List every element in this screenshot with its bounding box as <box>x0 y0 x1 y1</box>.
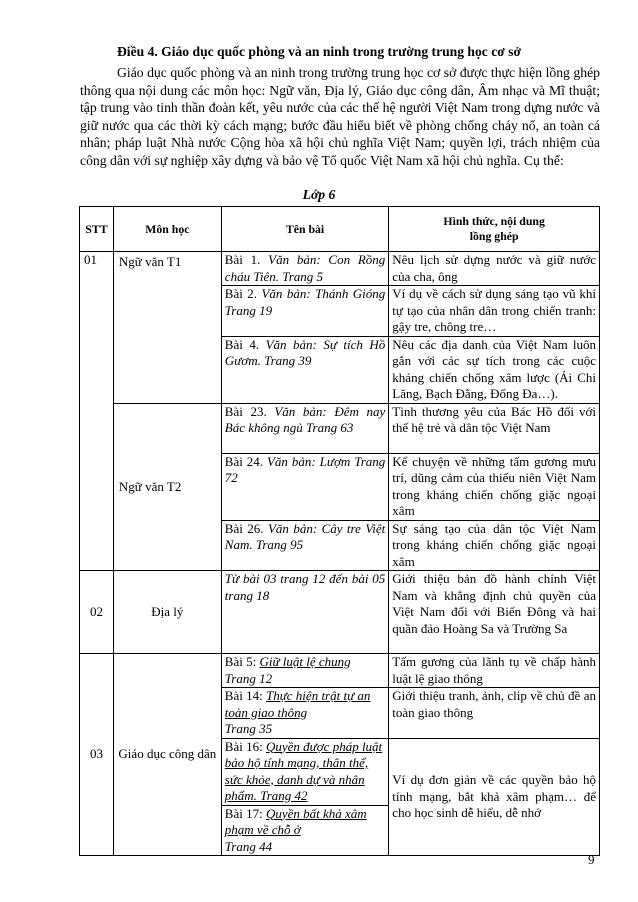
stt-cell: 02 <box>80 571 114 654</box>
table-row <box>80 403 600 453</box>
article-heading: Điều 4. Giáo dục quốc phòng và an ninh trong trường trung học cơ sở <box>116 44 521 59</box>
header-content-line2: lồng ghép <box>469 229 519 243</box>
lesson-number: Bài 1. <box>224 252 269 267</box>
content-cell: Tấm gương của lãnh tụ về chấp hành luật lệ giao thông <box>389 654 600 688</box>
grade-title: Lớp 6 <box>302 187 336 202</box>
subject-cell: Ngữ văn T2 <box>113 403 221 571</box>
lesson-cell <box>221 805 389 856</box>
lesson-cell <box>221 403 389 453</box>
content-cell: Kể chuyện về những tấm gương mưu trí, dũng cảm của thiếu niên Việt Nam trong kháng chiến chống giặc ngoại xâm <box>389 453 600 520</box>
lesson-page: Trang 12 <box>224 670 273 686</box>
subject-cell: Địa lý <box>113 571 221 654</box>
intro-paragraph: Giáo dục quốc phòng và an ninh trong trường trung học cơ sở được thực hiện lồng ghép thông qua nội dung các môn học: Ngữ văn, Địa lý, Giáo dục công dân, Âm nhạc và Mĩ thuật; tập trung vào tinh thần đoàn kết, yêu nước của các thế hệ người Việt Nam trong dựng nước và giữ nước qua các thời kỳ cách mạng; bước đầu hiểu biết về phòng chống cháy nổ, an toàn cá nhân; pháp luật Nhà nước Cộng hòa xã hội chủ nghĩa Việt Nam; quyền lợi, trách nhiệm của công dân với sự nghiệp xây dựng và bảo vệ Tổ quốc Việt Nam xã hội chủ nghĩa. Cụ thể: <box>80 65 600 168</box>
lesson-cell <box>221 336 389 403</box>
lesson-cell <box>221 654 389 688</box>
lesson-number: Bài 24. <box>224 453 267 469</box>
lesson-cell <box>221 520 389 571</box>
lesson-cell <box>221 571 389 654</box>
lesson-number: Bài 17: <box>224 805 266 821</box>
lesson-page: Trang 35 <box>224 721 273 736</box>
table-row <box>80 654 600 688</box>
header-content <box>389 207 600 252</box>
content-cell: Tình thương yêu của Bác Hồ đối với thế hệ trẻ và dân tộc Việt Nam <box>389 403 600 453</box>
lesson-number: Bài 4. <box>224 336 266 352</box>
lesson-cell <box>221 738 389 805</box>
lesson-number: Bài 23. <box>224 403 275 419</box>
lesson-cell <box>221 252 389 286</box>
header-content-line1: Hình thức, nội dung <box>443 214 545 228</box>
table-row <box>80 571 600 654</box>
header-lesson: Tên bài <box>221 207 389 252</box>
lesson-title: Quyền được pháp luật bảo hộ tính mạng, thân thể, sức khỏe, danh dự và nhân phẩm. Trang 42 <box>224 738 383 803</box>
content-cell: Giới thiệu tranh, ảnh, clip về chủ đề an toàn giao thông <box>389 688 600 739</box>
lesson-number: Bài 2. <box>224 286 262 301</box>
lesson-cell <box>221 453 389 520</box>
lesson-title: Quyền bất khả xâm phạm về chỗ ở <box>224 805 367 837</box>
lesson-cell <box>221 688 389 739</box>
lesson-title: Giữ luật lệ chung <box>259 654 351 669</box>
content-cell: Sự sáng tạo của dân tộc Việt Nam trong kháng chiến chống giặc ngoại xâm <box>389 520 600 571</box>
lesson-number: Bài 5: <box>224 654 260 669</box>
lesson-title: Thực hiện trật tự an toàn giao thông <box>224 688 371 720</box>
subject-cell: Ngữ văn T1 <box>113 252 221 404</box>
lesson-title: Văn bản: Đêm nay Bác không ngủ Trang 63 <box>224 403 386 435</box>
lesson-title: Từ bài 03 trang 12 đến bài 05 trang 18 <box>224 571 386 603</box>
lesson-title: Văn bản: Thánh Gióng Trang 19 <box>224 286 386 318</box>
content-cell: Nêu lịch sử dựng nước và giữ nước của cha, ông <box>389 252 600 286</box>
lesson-cell <box>221 286 389 337</box>
table-header-row <box>80 207 600 252</box>
content-cell: Ví dụ đơn giản về các quyền bảo hộ tính mạng, bắt khả xâm phạm… để cho học sinh dễ hiểu, dễ nhớ <box>389 738 600 856</box>
subject-cell: Giáo dục công dân <box>113 654 221 856</box>
header-stt: STT <box>80 207 114 252</box>
content-cell: Giới thiệu bản đồ hành chính Việt Nam và khẳng định chủ quyền của Việt Nam đối với Biển Đông và hai quần đảo Hoàng Sa và Trường Sa <box>389 571 600 654</box>
lesson-number: Bài 26. <box>224 520 268 536</box>
table-row <box>80 252 600 286</box>
lesson-title: Văn bản: Sự tích Hồ Gươm. Trang 39 <box>224 336 386 368</box>
content-cell: Ví dụ về cách sử dụng sáng tạo vũ khí tự tạo của nhân dân trong chiến tranh: gậy tre, chông tre… <box>389 286 600 337</box>
stt-cell: 03 <box>80 654 114 856</box>
lesson-number: Bài 16: <box>224 738 266 754</box>
lesson-title: Văn bản: Cây tre Việt Nam. Trang 95 <box>224 520 386 552</box>
header-subject: Môn học <box>113 207 221 252</box>
page-number: 9 <box>588 852 595 867</box>
lesson-page: Trang 44 <box>224 838 273 854</box>
content-cell: Nêu các địa danh của Việt Nam luôn gắn với các sự tích trong các cuộc kháng chiến chống xâm lược (Ải Chi Lăng, Bạch Đằng, Đống Đa…). <box>389 336 600 403</box>
lesson-title: Văn bản: Con Rồng cháu Tiên. Trang 5 <box>224 252 386 284</box>
curriculum-table <box>79 206 600 856</box>
lesson-title: Văn bản: Lượm Trang 72 <box>224 453 386 485</box>
stt-cell: 01 <box>80 252 114 571</box>
lesson-number: Bài 14: <box>224 688 266 703</box>
